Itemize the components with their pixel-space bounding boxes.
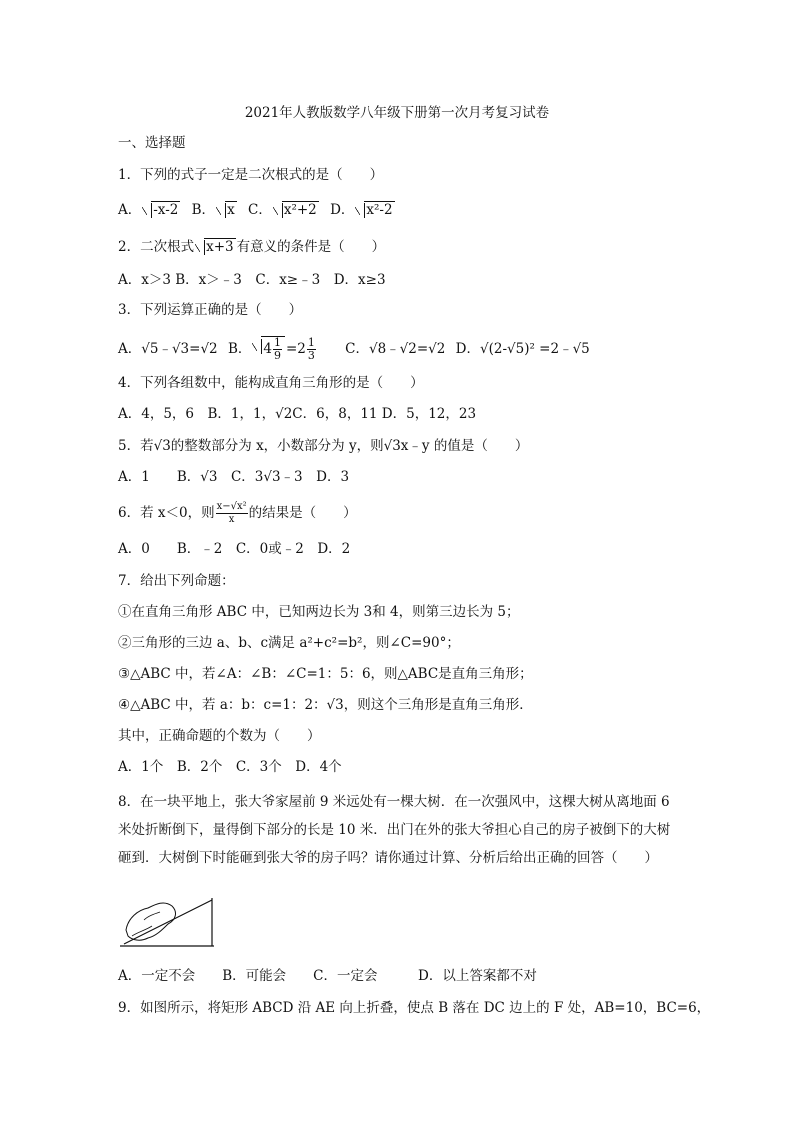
q7-options: A．1个 B．2个 C．3个 D．4个 [118, 759, 342, 775]
q7-proposition-2: ②三角形的三边 a、b、c满足 a²+c²=b²，则∠C=90°； [118, 635, 460, 651]
radical: x²-2 [355, 200, 394, 220]
q7-proposition-1: ①在直角三角形 ABC 中，已知两边长为 3和 4，则第三边长为 5； [118, 604, 520, 620]
q1-options: A． -x-2 B． x C． x²+2 D． x²-2 [118, 202, 393, 218]
q3-options: A．√5﹣√3=√2 B． 4 $\frac{1}{9}$ =2 $\frac{1}{3}$ C．√8﹣√2=√2 D．√(2-√5)² =2﹣√5 [118, 336, 590, 362]
q5-options: A．1 B．√3 C．3√3﹣3 D．3 [118, 469, 350, 485]
q6-options: A．0 B．﹣2 C．0或﹣2 D．2 [118, 541, 351, 557]
radical: x [216, 200, 237, 220]
q4-stem: 4．下列各组数中，能构成直角三角形的是（ ） [118, 375, 424, 391]
q7-stem: 7．给出下列命题： [118, 573, 235, 589]
radical: -x-2 [142, 200, 180, 220]
q2-options: A．x＞3 B．x＞﹣3 C．x≥﹣3 D．x≥3 [118, 272, 386, 288]
q4-options: A．4，5，6 B．1，1，√2C．6，8，11 D．5，12，23 [118, 406, 477, 422]
radical: 4 $\frac{1}{9}$ [252, 336, 285, 362]
q8-options: A．一定不会 B．可能会 C．一定会 D．以上答案都不对 [118, 968, 537, 984]
tree-figure [118, 890, 218, 950]
q3-stem: 3．下列运算正确的是（ ） [118, 302, 303, 318]
q1-stem: 1．下列的式子一定是二次根式的是（ ） [118, 167, 384, 183]
q5-stem: 5．若√3的整数部分为 x，小数部分为 y，则√3x﹣y 的值是（ ） [118, 438, 529, 454]
q8-stem: 8．在一块平地上，张大爷家屋前 9 米远处有一棵大树．在一次强风中，这棵大树从离地面 6 米处折断倒下，量得倒下部分的长是 10 米．出门在外的张大爷担心自己的房子被倒下的大树砸到．大树倒下时能砸到张大爷的房子吗？请你通过计算、分析后给出正确的回答（ ） [118, 794, 671, 866]
radical: x²+2 [273, 200, 319, 220]
q7-proposition-4: ④△ABC 中，若 a：b：c=1：2：√3，则这个三角形是直角三角形． [118, 697, 533, 713]
section-heading: 一、选择题 [118, 135, 186, 151]
q2-stem: 2．二次根式 x+3 有意义的条件是（ ） [118, 239, 386, 255]
exam-title: 2021年人教版数学八年级下册第一次月考复习试卷 [244, 105, 550, 121]
q9-stem: 9．如图所示，将矩形 ABCD 沿 AE 向上折叠，使点 B 落在 DC 边上的 F 处，AB=10，BC=6， [118, 1000, 711, 1016]
radical: x+3 [195, 237, 236, 257]
q7-ask: 其中，正确命题的个数为（ ） [118, 728, 321, 744]
q7-proposition-3: ③△ABC 中，若∠A：∠B：∠C=1：5：6，则△ABC是直角三角形； [118, 666, 533, 682]
q6-stem: 6．若 x＜0，则 $\frac{\text{x−√x²}}{x}$ 的结果是（ ） [118, 501, 357, 525]
